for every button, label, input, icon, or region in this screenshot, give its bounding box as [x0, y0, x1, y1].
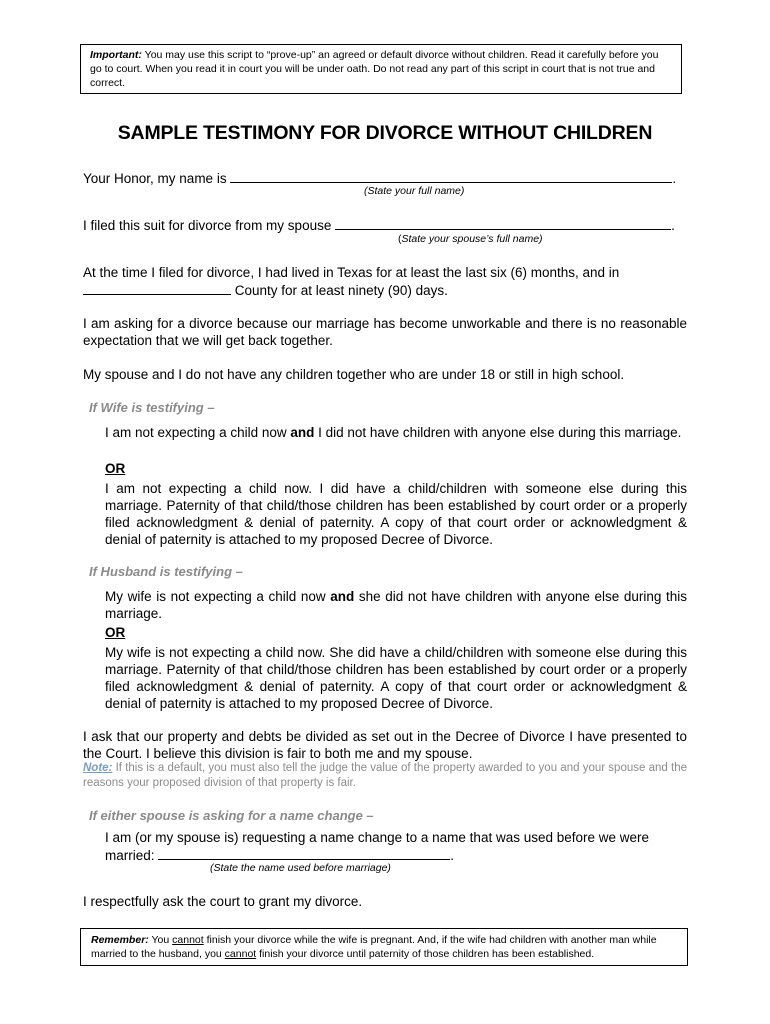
spouse-line [83, 216, 687, 234]
husband-option2: My wife is not expecting a child now. She did have a child/children with someone else during this marriage. Paternity of that child/those children has been established by court order or a properly filed acknowledgment & denial of paternity. A copy of that court order or acknowledgment & denial of paternity is attached to my proposed Decree of Divorce. [105, 645, 687, 711]
name-change-heading: If either spouse is asking for a name change – [89, 808, 374, 823]
remember-label: Remember: [91, 934, 149, 946]
full-name-hint: (State your full name) [364, 185, 465, 197]
wife-heading: If Wife is testifying – [89, 400, 215, 415]
husband-or [105, 624, 687, 641]
important-notice-box [80, 44, 682, 94]
wife-or-label: OR [105, 461, 126, 476]
prior-name-hint: (State the name used before marriage) [210, 862, 391, 874]
full-name-blank[interactable] [230, 169, 672, 183]
spouse-hint-paren: ( [398, 233, 402, 245]
residency-line2-text: County for at least ninety (90) days. [231, 283, 448, 298]
name-line-text: Your Honor, my name is [83, 171, 231, 186]
wife-option1 [105, 424, 687, 441]
residency-line1: At the time I filed for divorce, I had lived in Texas for at least the last six (6) months, and in [83, 265, 620, 280]
county-blank[interactable] [83, 281, 231, 295]
name-change-line2-text: married: [105, 848, 159, 863]
wife-option2: I am not expecting a child now. I did have a child/children with someone else during this marriage. Paternity of that child/those children has been established by court order or a properly filed acknowledgment & denial of paternity. A copy of that court order or acknowledgment & denial of paternity is attached to my proposed Decree of Divorce. [105, 481, 687, 547]
remember-t1: You [148, 934, 173, 946]
no-children-paragraph: My spouse and I do not have any children together who are under 18 or still in high school. [83, 367, 625, 382]
wife-opt1-a: I am not expecting a child now [105, 425, 291, 440]
remember-cannot1: cannot [172, 934, 204, 946]
name-change-end: . [450, 848, 455, 863]
name-change-line1: I am (or my spouse is) requesting a name change to a name that was used before we were [105, 830, 650, 845]
husband-opt1-b: she did not have children with anyone else during this marriage. [105, 589, 687, 621]
page-title: SAMPLE TESTIMONY FOR DIVORCE WITHOUT CHILDREN [117, 122, 653, 144]
important-text: You may use this script to “prove-up” an agreed or default divorce without children. Read it carefully before you go to court. When you read it in court you will be under oath. Do not read any part of this script in court that is not true and correct. [90, 49, 659, 89]
remember-t3: finish your divorce until paternity of those children has been established. [256, 948, 595, 960]
wife-or [105, 460, 687, 477]
spouse-name-hint [398, 233, 543, 245]
spouse-hint-text: State your spouse’s full name) [401, 233, 543, 245]
note-label: Note: [83, 762, 113, 774]
husband-or-label: OR [105, 625, 126, 640]
remember-t2: finish your divorce while the wife is pregnant. And, if the wife had children with another man while married to the husband, you [91, 934, 657, 960]
name-line-end: . [672, 171, 677, 186]
spouse-line-text: I filed this suit for divorce from my spouse [83, 218, 336, 233]
unworkable-paragraph: I am asking for a divorce because our marriage has become unworkable and there is no reasonable expectation that we will get back together. [83, 316, 687, 348]
spouse-name-blank[interactable] [335, 216, 671, 230]
husband-opt1-and: and [330, 589, 355, 604]
residency-line2 [83, 281, 687, 299]
wife-opt1-b: I did not have children with anyone else during this marriage. [314, 425, 682, 440]
name-change-line2 [105, 846, 687, 864]
prior-name-blank[interactable] [158, 846, 450, 860]
husband-opt1-a: My wife is not expecting a child now [105, 589, 331, 604]
property-note [83, 761, 687, 791]
note-text: If this is a default, you must also tell the judge the value of the property awarded to you and your spouse and the reasons your proposed division of that property is fair. [83, 762, 687, 789]
wife-opt1-and: and [290, 425, 315, 440]
property-paragraph: I ask that our property and debts be divided as set out in the Decree of Divorce I have presented to the Court. I believe this division is fair to both me and my spouse. [83, 729, 687, 761]
spouse-line-end: . [671, 218, 675, 233]
closing-paragraph: I respectfully ask the court to grant my divorce. [83, 894, 363, 909]
husband-heading: If Husband is testifying – [89, 564, 243, 579]
important-label: Important: [90, 49, 142, 61]
remember-notice-box [80, 928, 688, 966]
husband-option1 [105, 588, 687, 622]
remember-cannot2: cannot [224, 948, 257, 960]
